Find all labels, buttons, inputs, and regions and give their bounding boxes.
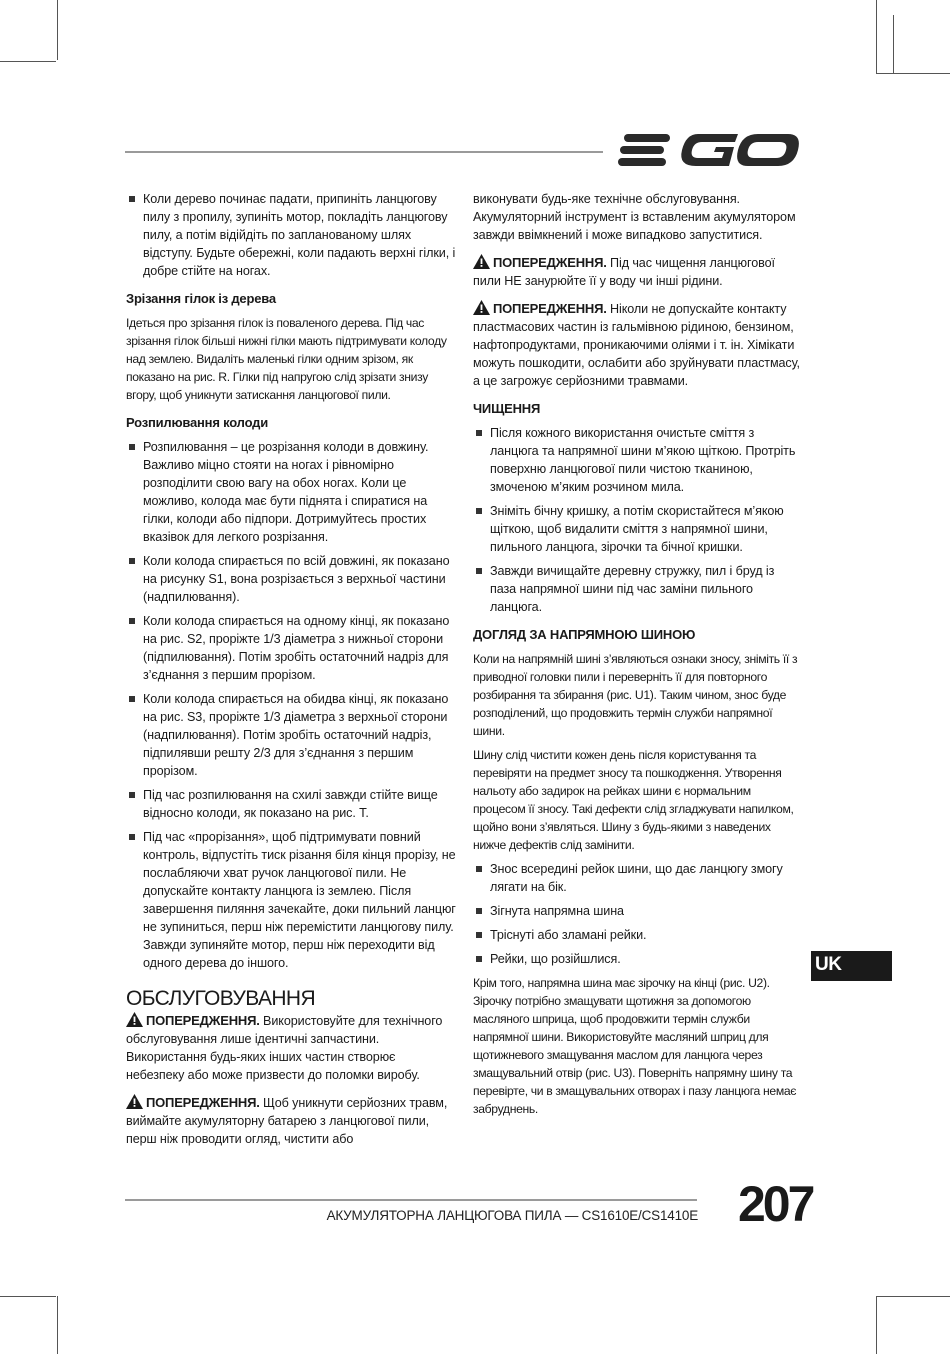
crop-mark — [57, 0, 58, 60]
bar-defects-bullet-list — [473, 860, 803, 968]
bucking-bullet-list — [126, 438, 456, 972]
crop-mark — [0, 1296, 56, 1297]
list-item: Тріснуті або зламані рейки. — [473, 926, 803, 944]
footer-rule — [125, 1199, 697, 1201]
cleaning-bullet-list — [473, 424, 803, 616]
warning-triangle-icon — [473, 254, 490, 269]
crop-mark — [876, 0, 877, 73]
list-item: Рейки, що розійшлися. — [473, 950, 803, 968]
list-item: Під час «прорізання», щоб підтримувати повний контроль, відпустіть тиск різання біля кінця прорізу, не послабляючи хват ручок ланцюгової пили. Не допускайте контакту ланцюга із землею. Після завершення пиляння зачекайте, доки пильний ланцюг не зупиниться, перш ніж перемістити ланцюгову пилу. Завжди зупиняйте мотор, перш ніж переходити від одного дерева до іншого. — [126, 828, 456, 972]
crop-mark — [876, 1296, 950, 1297]
right-column — [473, 190, 803, 1124]
section-heading-bar-care: ДОГЛЯД ЗА НАПРЯМНОЮ ШИНОЮ — [473, 627, 696, 642]
left-column — [126, 190, 456, 1158]
list-item: Зігнута напрямна шина — [473, 902, 803, 920]
list-item: Коли колода спирається по всій довжині, як показано на рисунку S1, вона розрізається з верхньої частини (надпилювання). — [126, 552, 456, 606]
list-item: Коли дерево починає падати, припиніть ланцюгову пилу з пропилу, зупиніть мотор, покладіть ланцюгову пилу, а потім відійдіть по запланованому шлях відступу. Будьте обережні, коли падають верхні гілки, і добре стійте на ногах. — [126, 190, 456, 280]
section-heading-bucking: Розпилювання колоди — [126, 415, 268, 430]
language-tab — [811, 951, 892, 981]
footer-product-title: АКУМУЛЯТОРНА ЛАНЦЮГОВА ПИЛА — CS1610E/CS1410E — [326, 1208, 698, 1223]
list-item: Розпилювання – це розрізання колоди в довжину. Важливо міцно стояти на ногах і рівномірно розподілити свою вагу на обох ногах. Коли це можливо, колода має бути піднята і спиратися на гілки, колоди або підпори. Дотримуйтесь простих вказівок для легкого розрізання. — [126, 438, 456, 546]
language-tab-label: UK — [815, 954, 842, 975]
section-heading-maintenance: ОБСЛУГОВУВАННЯ — [126, 987, 316, 1010]
warning-text: Під час чищення ланцюгової пили НЕ занурюйте її у воду чи інші рідини. — [473, 256, 775, 288]
list-item: Під час розпилювання на схилі завжди стійте вище відносно колоди, як показано на рис. T. — [126, 786, 456, 822]
warning-text: Використовуйте для технічного обслуговування лише ідентичні запчастини. Використання будь-яких інших частин створює небезпеку або може призвести до поломки виробу. — [126, 1014, 443, 1082]
warning-triangle-icon — [126, 1094, 143, 1109]
list-item: Коли колода спирається на обидва кінці, як показано на рис. S3, проріжте 1/3 діаметра з верхньої сторони (надпилювання). Потім зробіть остаточний надріз, підпилявши решту 2/3 для з’єднання з першим прорізом. — [126, 690, 456, 780]
continuation-paragraph: виконувати будь-яке технічне обслуговування. Акумуляторний інструмент із вставленим акумулятором завжди ввімкнений і може випадково запуститися. — [473, 192, 796, 242]
header-rule — [125, 151, 603, 153]
crop-mark — [57, 1296, 58, 1354]
warning-text: Щоб уникнути серйозних травм, виймайте акумуляторну батарею з ланцюгової пили, перш ніж проводити огляд, чистити або — [126, 1096, 448, 1146]
list-item: Зніміть бічну кришку, а потім скористайтеся м’якою щіткою, щоб видалити сміття з напрямної шини, пильного ланцюга, зірочки та бічної кришки. — [473, 502, 803, 556]
list-item: Завжди вичищайте деревну стружку, пил і бруд із паза напрямної шини під час заміни пильного ланцюга. — [473, 562, 803, 616]
warning-title: ПОПЕРЕДЖЕННЯ. — [146, 1013, 260, 1028]
list-item: Після кожного використання очистьте сміття з ланцюга та напрямної шини м’якою щіткою. Протріть поверхню ланцюгової пили чистою тканиною, змоченою м’яким розчином мила. — [473, 424, 803, 496]
list-item: Коли колода спирається на одному кінці, як показано на рис. S2, проріжте 1/3 діаметра з нижньої сторони (підпилювання). Потім зробіть остаточний надріз для з’єднання з першим прорізом. — [126, 612, 456, 684]
warning-text: Ніколи не допускайте контакту пластмасових частин із гальмівною рідиною, бензином, нафтопродуктами, проникаючими оліями і т. ін. Хімікати можуть пошкодити, ослабити або зруйнувати пластмасу, а це загрожує серйозними травмами. — [473, 302, 800, 388]
crop-mark — [876, 73, 950, 74]
bar-care-paragraph: Коли на напрямній шині з’являються ознаки зносу, зніміть її з приводної головки пили і переверніть її для повторного розбирання та збирання (рис. U1). Таким чином, знос буде розподілений, що продовжить термін служби напрямної шини. — [473, 652, 798, 738]
warning-title: ПОПЕРЕДЖЕННЯ. — [493, 255, 607, 270]
warning-triangle-icon — [126, 1012, 143, 1027]
warning-block — [126, 1094, 456, 1148]
crop-mark — [876, 1296, 877, 1354]
warning-title: ПОПЕРЕДЖЕННЯ. — [146, 1095, 260, 1110]
section-heading-limbing: Зрізання гілок із дерева — [126, 291, 276, 306]
bar-care-paragraph: Шину слід чистити кожен день після користування та перевіряти на предмет зносу та пошкодження. Утворення нальоту або задирок на рейках шини є нормальним процесом її зносу. Такі дефекти слід згладжувати напилком, щойно вони з’являться. Шину з будь-якими з наведених нижче дефектів слід замінити. — [473, 748, 794, 852]
ego-logo — [618, 130, 800, 170]
page-number: 207 — [738, 1176, 813, 1232]
limbing-paragraph: Ідеться про зрізання гілок із поваленого дерева. Під час зрізання гілок більші нижні гілки мають підтримувати колоду над землею. Видаліть маленькі гілки одним зрізом, як показано на рис. R. Гілки під напругою слід зрізати знизу вгору, щоб уникнути затискання ланцюгової пили. — [126, 316, 447, 402]
intro-bullet-list — [126, 190, 456, 280]
warning-title: ПОПЕРЕДЖЕННЯ. — [493, 301, 607, 316]
list-item: Знос всередині рейок шини, що дає ланцюгу змогу лягати на бік. — [473, 860, 803, 896]
warning-block — [126, 1012, 456, 1084]
crop-mark — [893, 15, 894, 73]
bar-care-paragraph: Крім того, напрямна шина має зірочку на кінці (рис. U2). Зірочку потрібно змащувати щотижня за допомогою масляного шприца, щоб продовжити термін служби напрямної шини. Використовуйте масляний шприц для щотижневого змащування маслом для ланцюга через змащувальний отвір (рис. U3). Поверніть напрямну шину та перевірте, чи в змащувальних отворах і пазу ланцюга немає забруднень. — [473, 976, 797, 1116]
warning-block — [473, 300, 803, 390]
section-heading-cleaning: ЧИЩЕННЯ — [473, 401, 541, 416]
warning-block — [473, 254, 803, 290]
warning-triangle-icon — [473, 300, 490, 315]
crop-mark — [0, 61, 56, 62]
